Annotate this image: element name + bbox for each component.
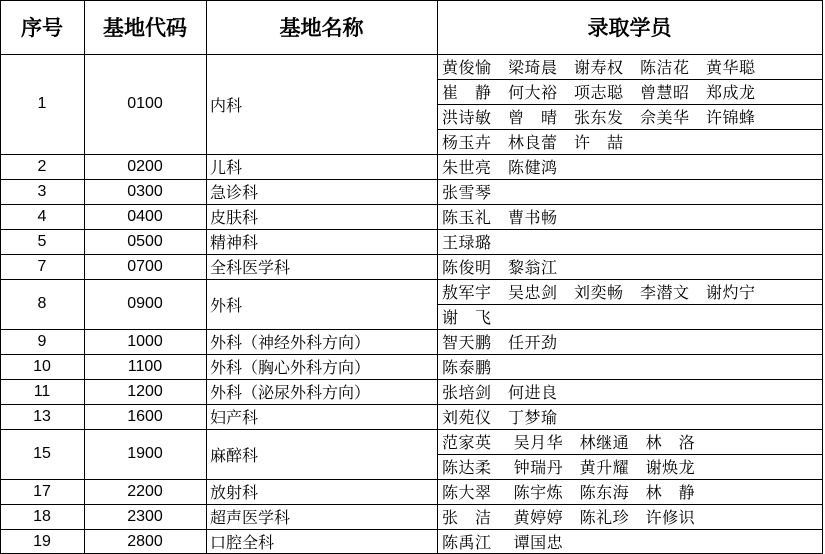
student-line-divider [437, 454, 823, 455]
base-name-cell: 超声医学科 [210, 508, 291, 527]
header-seq: 序号 [21, 15, 63, 40]
base-name-cell: 放射科 [210, 483, 259, 502]
seq-cell: 8 [37, 295, 47, 312]
base-name-cell: 急诊科 [210, 183, 259, 202]
row-divider [0, 279, 823, 280]
seq-cell: 9 [37, 332, 47, 350]
seq-cell: 18 [33, 507, 51, 525]
base-name-cell: 儿科 [210, 158, 243, 177]
base-code-cell: 2800 [127, 532, 163, 550]
student-names-line: 陈俊明 黎翁江 [442, 258, 558, 277]
base-name-cell: 全科医学科 [210, 258, 291, 277]
seq-cell: 4 [37, 207, 47, 225]
student-names-line: 谢 飞 [442, 308, 492, 327]
column-divider-3 [437, 0, 438, 554]
table-border-top [0, 0, 823, 1]
student-line-divider [437, 129, 823, 130]
seq-cell: 15 [33, 445, 51, 462]
base-name-cell: 妇产科 [210, 408, 259, 427]
base-code-cell: 0200 [127, 157, 163, 175]
header-code: 基地代码 [103, 15, 187, 40]
row-divider [0, 504, 823, 505]
student-names-line: 杨玉卉 林良蕾 许 喆 [442, 133, 624, 152]
student-names-line: 张雪琴 [442, 183, 492, 202]
student-line-divider [437, 104, 823, 105]
seq-cell: 17 [33, 482, 51, 500]
student-line-divider [437, 79, 823, 80]
row-divider [0, 179, 823, 180]
student-names-line: 陈玉礼 曹书畅 [442, 208, 558, 227]
column-divider-2 [206, 0, 207, 554]
student-names-line: 陈大翠 陈宇炼 陈东海 林 静 [442, 483, 696, 502]
student-names-line: 崔 静 何大裕 项志聪 曾慧昭 郑成龙 [442, 83, 756, 102]
student-names-line: 刘苑仪 丁梦瑜 [442, 408, 558, 427]
student-names-line: 陈泰鹏 [442, 358, 492, 377]
seq-cell: 10 [33, 357, 51, 375]
student-names-line: 张 洁 黄婷婷 陈礼珍 许修识 [442, 508, 696, 527]
base-code-cell: 1000 [127, 332, 163, 350]
base-name-cell: 精神科 [210, 233, 259, 252]
base-code-cell: 1200 [127, 382, 163, 400]
seq-cell: 11 [33, 382, 51, 400]
column-divider-1 [84, 0, 85, 554]
base-name-cell: 内科 [210, 95, 243, 115]
base-code-cell: 0700 [127, 257, 163, 275]
row-divider [0, 329, 823, 330]
base-code-cell: 1900 [127, 445, 163, 462]
base-code-cell: 0500 [127, 232, 163, 250]
row-divider [0, 354, 823, 355]
student-names-line: 智天鹏 任开劲 [442, 333, 558, 352]
base-code-cell: 0300 [127, 182, 163, 200]
row-divider [0, 154, 823, 155]
base-name-cell: 口腔全科 [210, 533, 275, 552]
base-code-cell: 0400 [127, 207, 163, 225]
seq-cell: 5 [37, 232, 47, 250]
student-names-line: 范家英 吴月华 林继通 林 洛 [442, 433, 696, 452]
row-divider [0, 254, 823, 255]
base-code-cell: 1100 [127, 357, 163, 375]
base-name-cell: 外科（泌尿外科方向） [210, 383, 371, 402]
seq-cell: 3 [37, 182, 47, 200]
student-names-line: 洪诗敏 曾 晴 张东发 佘美华 许锦蜂 [442, 108, 756, 127]
student-names-line: 敖军宇 吴忠剑 刘奕畅 李潜文 谢灼宁 [442, 283, 756, 302]
student-names-line: 陈达柔 钟瑞丹 黄升耀 谢焕龙 [442, 458, 696, 477]
student-names-line: 黄俊愉 梁琦晨 谢寿权 陈洁花 黄华聪 [442, 58, 756, 77]
base-name-cell: 皮肤科 [210, 208, 259, 227]
row-divider [0, 529, 823, 530]
base-code-cell: 2300 [127, 507, 163, 525]
row-divider [0, 229, 823, 230]
row-divider [0, 479, 823, 480]
seq-cell: 19 [33, 532, 51, 550]
seq-cell: 13 [33, 407, 51, 425]
base-name-cell: 外科 [210, 295, 243, 315]
header-name: 基地名称 [279, 15, 364, 40]
base-code-cell: 0100 [127, 95, 163, 112]
row-divider [0, 204, 823, 205]
base-name-cell: 麻醉科 [210, 445, 259, 465]
base-code-cell: 0900 [127, 295, 163, 312]
row-divider [0, 429, 823, 430]
seq-cell: 1 [37, 95, 47, 112]
student-line-divider [437, 304, 823, 305]
student-names-line: 朱世亮 陈健鸿 [442, 158, 558, 177]
seq-cell: 7 [37, 257, 47, 275]
column-divider-4 [822, 0, 823, 554]
student-names-line: 张培剑 何进良 [442, 383, 558, 402]
seq-cell: 2 [37, 157, 47, 175]
student-names-line: 王琭璐 [442, 233, 492, 252]
column-divider-0 [0, 0, 1, 554]
base-code-cell: 1600 [127, 407, 163, 425]
base-name-cell: 外科（神经外科方向） [210, 333, 371, 352]
row-divider [0, 379, 823, 380]
base-name-cell: 外科（胸心外科方向） [210, 358, 371, 377]
header-students: 录取学员 [587, 15, 672, 40]
base-code-cell: 2200 [127, 482, 163, 500]
header-divider [0, 54, 823, 55]
row-divider [0, 404, 823, 405]
student-names-line: 陈禹江 谭国忠 [442, 533, 564, 552]
